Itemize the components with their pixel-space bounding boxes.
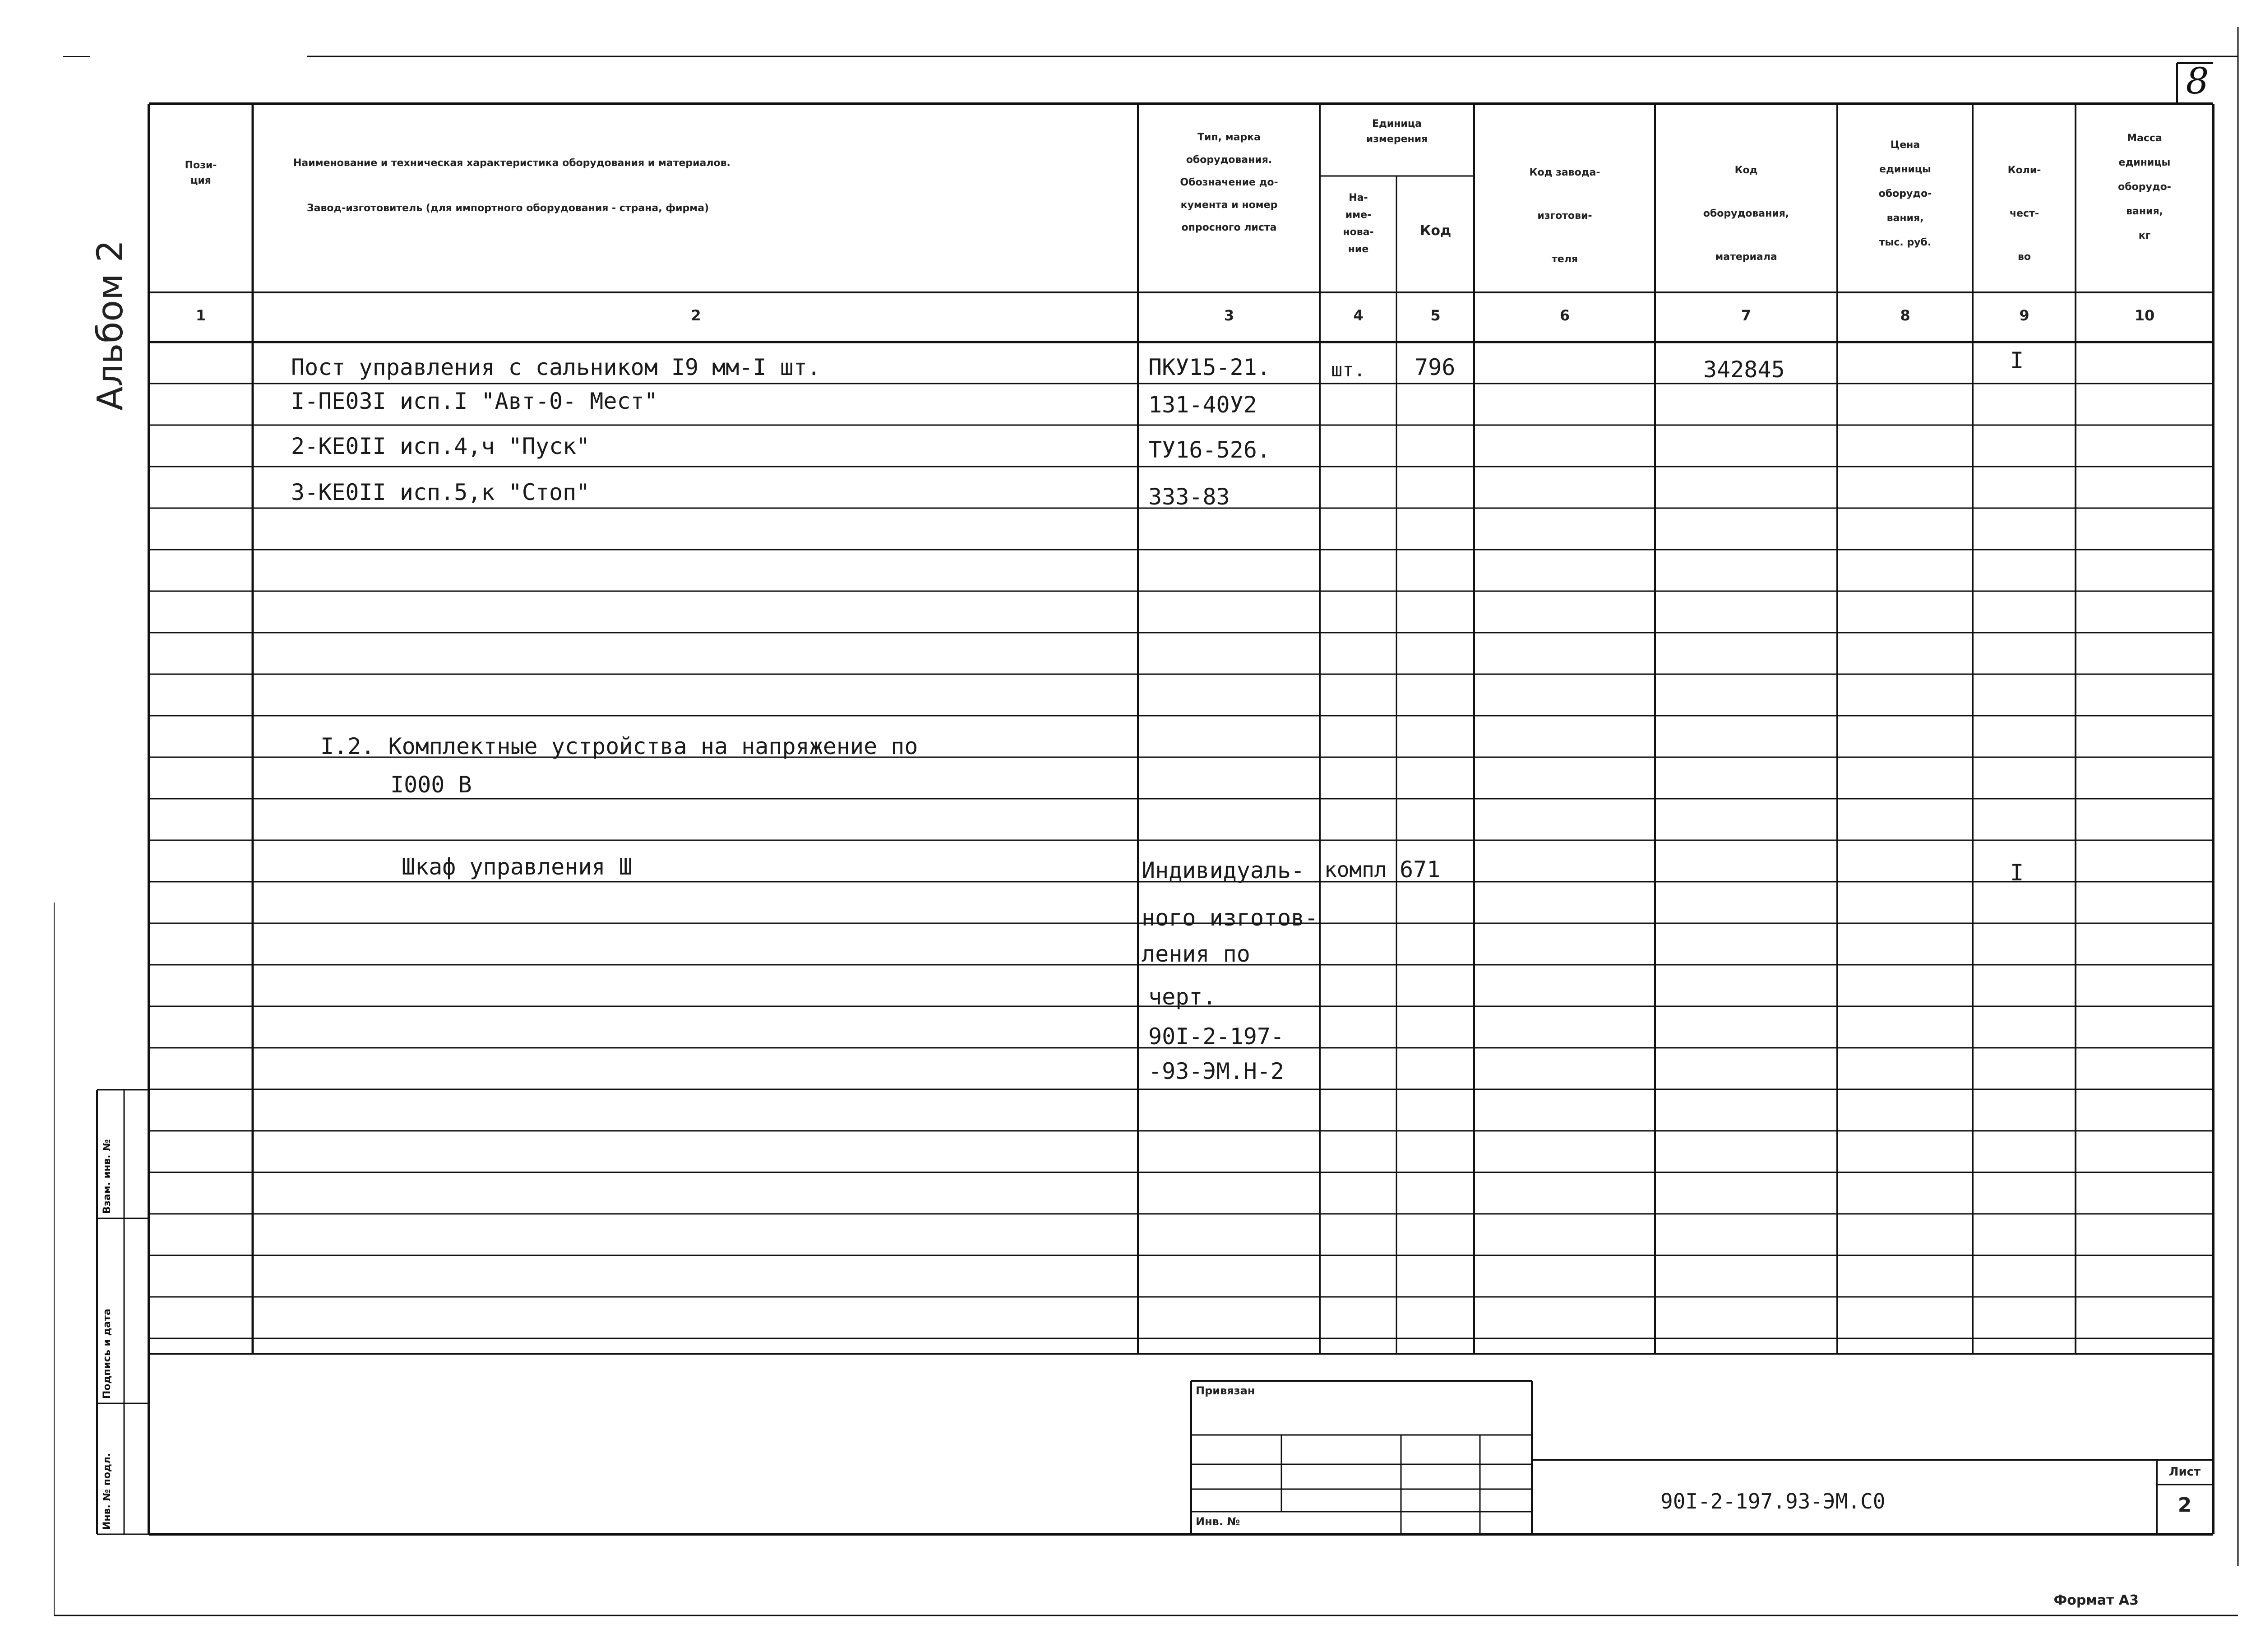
header-col2-line2: Завод-изготовитель (для импортного оборудования - страна, фирма)	[307, 203, 709, 214]
colnum-6: 6	[1559, 307, 1570, 324]
row-1-unit-code: 796	[1415, 354, 1456, 380]
row-3-type: ТУ16-526.	[1148, 437, 1271, 463]
row-10-type: черт.	[1148, 984, 1216, 1010]
row-1-name: Пост управления с сальником I9 мм-I шт.	[291, 354, 821, 380]
header-col8: Цена единицы оборудо- вания, тыс. руб.	[1878, 139, 1932, 248]
corner-sheet-number: 8	[2186, 60, 2209, 102]
stamp-inv-podl: Инв. № подл.	[102, 1453, 113, 1530]
section-heading-line1: I.2. Комплектные устройства на напряжение по	[320, 733, 918, 759]
header-col4: На- име- нова- ние	[1343, 192, 1374, 255]
row-shkaf-name: Шкаф управления Ш	[402, 854, 633, 880]
row-9-type: ления по	[1142, 941, 1250, 967]
album-label: Альбом 2	[90, 240, 131, 411]
title-sheet-label: Лист	[2168, 1465, 2201, 1479]
row-shkaf-type: Индивидуаль-	[1142, 857, 1305, 884]
row-1-type: ПКУ15-21.	[1148, 354, 1271, 380]
colnum-7: 7	[1741, 307, 1752, 324]
header-col5: Код	[1419, 223, 1452, 239]
row-1-equip-code: 342845	[1703, 356, 1785, 383]
row-1-qty: I	[2010, 347, 2024, 374]
row-3-name: 2-КЕ0II исп.4,ч "Пуск"	[291, 433, 590, 459]
row-shkaf-unit: компл	[1324, 857, 1387, 882]
header-unit-group: Единица измерения	[1366, 118, 1428, 145]
stamp-vzam-inv: Взам. инв. №	[102, 1139, 113, 1214]
colnum-1: 1	[195, 307, 206, 324]
header-col10: Масса единицы оборудо- вания, кг	[2118, 133, 2171, 241]
colnum-5: 5	[1430, 307, 1441, 324]
colnum-3: 3	[1224, 307, 1234, 324]
title-privyazan: Привязан	[1196, 1384, 1255, 1397]
section-heading-line2: I000 В	[390, 772, 472, 798]
colnum-10: 10	[2134, 307, 2155, 324]
colnum-2: 2	[691, 307, 701, 324]
document-code: 90I-2-197.93-ЭМ.С0	[1660, 1489, 1886, 1513]
header-col2-line1: Наименование и техническая характеристика оборудования и материалов.	[293, 157, 730, 169]
row-1-unit: шт.	[1331, 359, 1365, 381]
title-inv-no: Инв. №	[1196, 1515, 1240, 1528]
row-12-type: -93-ЭМ.Н-2	[1148, 1058, 1285, 1084]
colnum-9: 9	[2019, 307, 2029, 324]
colnum-8: 8	[1900, 307, 1910, 324]
stamp-podpis-data: Подпись и дата	[102, 1309, 113, 1399]
header-col9: Коли- чест- во	[2007, 165, 2041, 263]
title-sheet-number: 2	[2177, 1494, 2192, 1517]
row-shkaf-unit-code: 671	[1400, 856, 1441, 883]
row-8-type: ного изготов-	[1142, 905, 1318, 931]
row-2-name: I-ПЕ03I исп.I "Авт-0- Мест"	[291, 388, 658, 414]
row-2-type: 131-40У2	[1148, 392, 1257, 418]
header-col1: Пози- ция	[185, 160, 217, 186]
row-shkaf-qty: I	[2010, 860, 2024, 886]
header-col7: Код оборудования, материала	[1703, 165, 1789, 263]
colnum-4: 4	[1353, 307, 1364, 324]
format-label: Формат А3	[2053, 1592, 2139, 1608]
row-4-type: 333-83	[1148, 484, 1230, 510]
header-col3: Тип, марка оборудования. Обозначение до- кумента и номер опросного листа	[1180, 132, 1278, 233]
row-4-name: 3-КЕ0II исп.5,к "Стоп"	[291, 479, 590, 505]
header-col6: Код завода- изготови- теля	[1529, 167, 1600, 265]
row-11-type: 90I-2-197-	[1148, 1023, 1285, 1050]
